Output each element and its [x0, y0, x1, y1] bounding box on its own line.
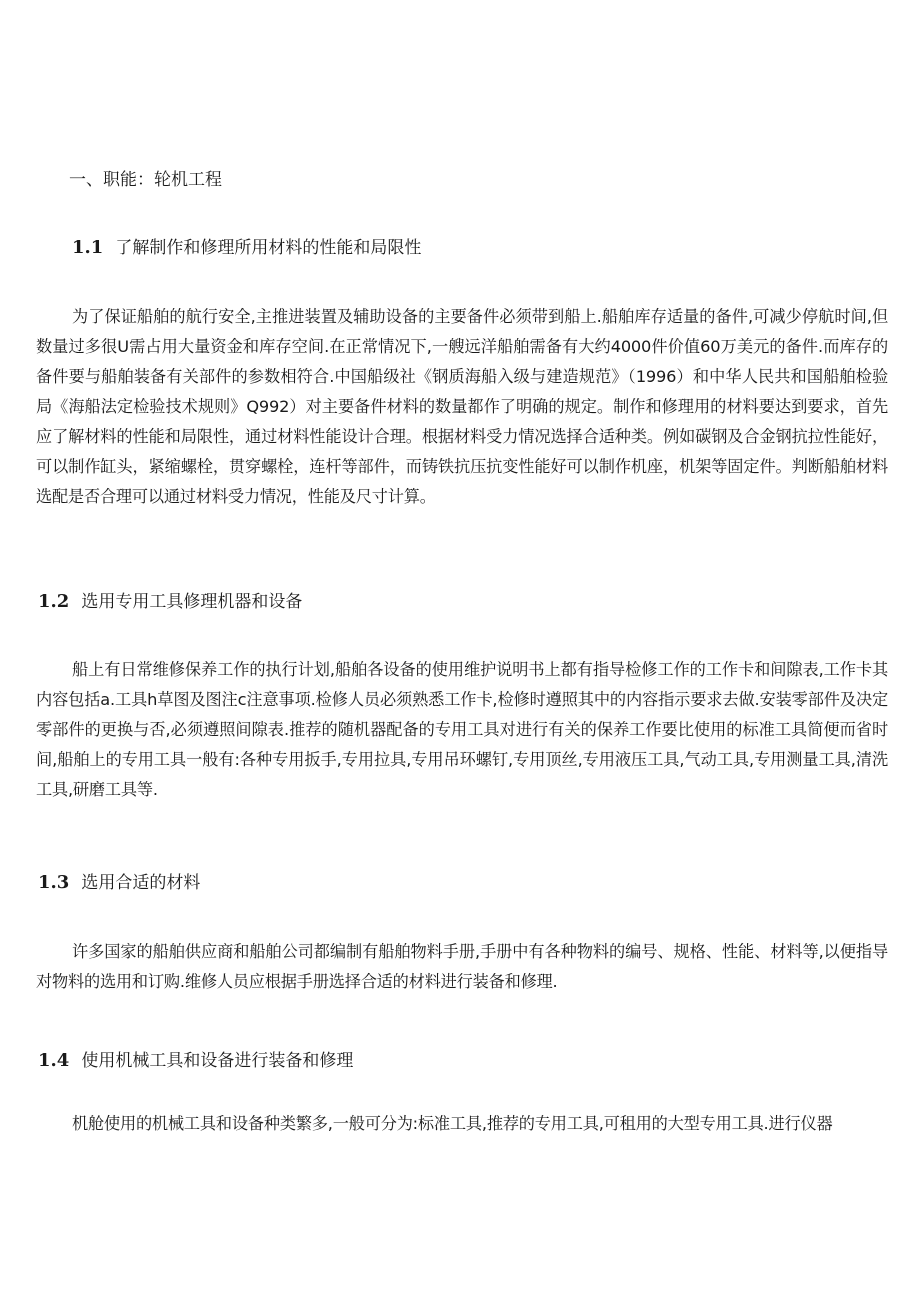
- section-heading-1-2: [38, 590, 302, 614]
- section-paragraph-1-3: 许多国家的船舶供应商和船舶公司都编制有船舶物料手册,手册中有各种物料的编号、规格、性能、材料等,以便指导对物料的选用和订购.维修人员应根据手册选择合适的材料进行装备和修理.: [36, 942, 888, 991]
- document-title: 一、职能：轮机工程: [69, 170, 222, 190]
- section-number: 1.3: [38, 872, 70, 893]
- section-heading-1-4: [38, 1049, 353, 1073]
- section-number: 1.4: [38, 1050, 70, 1071]
- section-heading-text: 选用合适的材料: [81, 873, 201, 893]
- section-number: 1.2: [38, 591, 70, 612]
- section-heading-text: 了解制作和修理所用材料的性能和局限性: [115, 238, 422, 258]
- section-paragraph-1-1: 为了保证船舶的航行安全,主推进装置及辅助设备的主要备件必须带到船上.船舶库存适量的备件,可减少停航时间,但数量过多很U需占用大量资金和库存空间.在正常情况下,一艘远洋船舶需备有大约4000件价值60万美元的备件.而库存的备件要与船舶装备有关部件的参数相符合.中国船级社《钢质海船入级与建造规范》（1996）和中华人民共和国船舶检验局《海船法定检验技术规则》Q992）对主要备件材料的数量都作了明确的规定。制作和修理用的材料要达到要求，首先应了解材料的性能和局限性，通过材料性能设计合理。根据材料受力情况选择合适种类。例如碳钢及合金钢抗拉性能好，可以制作缸头，紧缩螺栓，贯穿螺栓，连杆等部件，而铸铁抗压抗变性能好可以制作机座，机架等固定件。判断船舶材料选配是否合理可以通过材料受力情况，性能及尺寸计算。: [36, 307, 888, 506]
- section-heading-1-1: [72, 236, 421, 260]
- section-number: 1.1: [72, 237, 104, 258]
- section-heading-text: 使用机械工具和设备进行装备和修理: [81, 1051, 354, 1071]
- section-heading-1-3: [38, 871, 200, 895]
- section-paragraph-1-4: 机舱使用的机械工具和设备种类繁多,一般可分为:标准工具,推荐的专用工具,可租用的大型专用工具.进行仪器: [72, 1114, 833, 1133]
- section-paragraph-1-2: 船上有日常维修保养工作的执行计划,船舶各设备的使用维护说明书上都有指导检修工作的工作卡和间隙表,工作卡其内容包括a.工具h草图及图注c注意事项.检修人员必须熟悉工作卡,检修时遵照其中的内容指示要求去做.安装零部件及决定零部件的更换与否,必须遵照间隙表.推荐的随机器配备的专用工具对进行有关的保养工作要比使用的标准工具简便而省时间,船舶上的专用工具一般有:各种专用扳手,专用拉具,专用吊环螺钉,专用顶丝,专用液压工具,气动工具,专用测量工具,清洗工具,研磨工具等.: [36, 660, 888, 799]
- section-heading-text: 选用专用工具修理机器和设备: [81, 592, 303, 612]
